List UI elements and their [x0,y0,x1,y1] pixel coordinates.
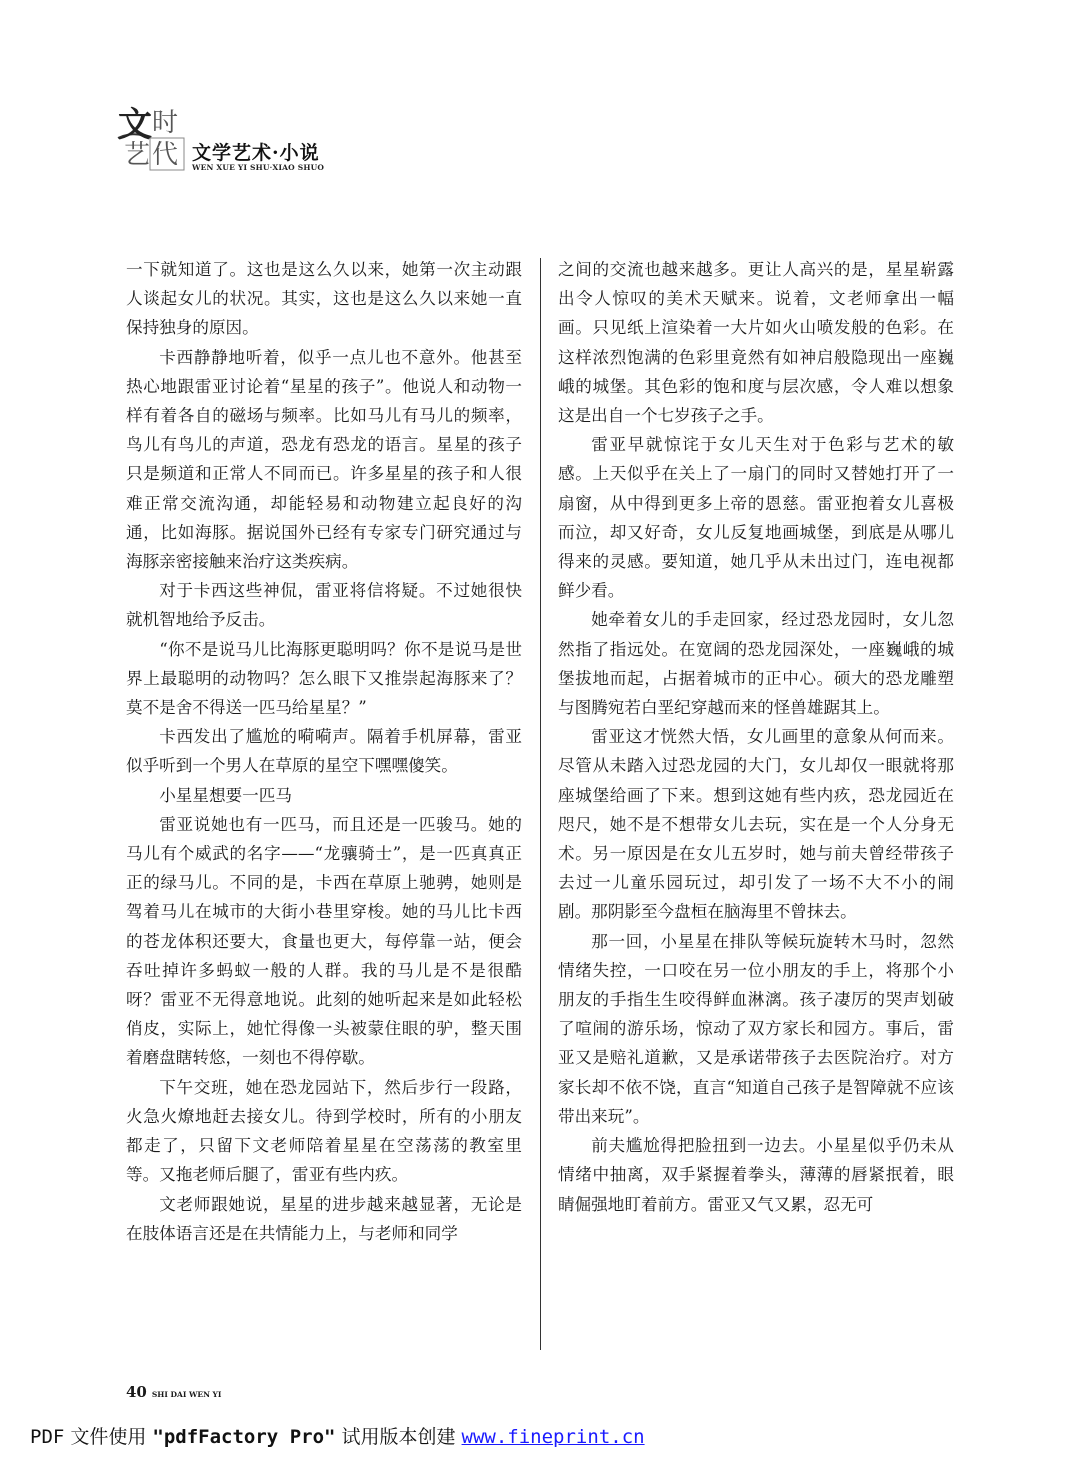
body-paragraph: 雷亚这才恍然大悟，女儿画里的意象从何而来。尽管从未踏入过恐龙园的大门，女儿却仅一眼就将那座城堡给画了下来。想到这她有些内疚，恐龙园近在咫尺，她不是不想带女儿去玩，实在是一个人分身无术。另一原因是在女儿五岁时，她与前夫曾经带孩子去过一儿童乐园玩过，却引发了一场不大不小的闹剧。那阴影至今盘桓在脑海里不曾抹去。 [558,727,954,922]
body-paragraph: 那一回，小星星在排队等候玩旋转木马时，忽然情绪失控，一口咬在另一位小朋友的手上，将那个小朋友的手指生生咬得鲜血淋漓。孩子凄厉的哭声划破了喧闹的游乐场，惊动了双方家长和园方。事后，雷亚又是赔礼道歉，又是承诺带孩子去医院治疗。对方家长却不依不饶，直言“知道自己孩子是智障就不应该带出来玩”。 [558,931,954,1126]
body-paragraph: 下午交班，她在恐龙园站下，然后步行一段路，火急火燎地赶去接女儿。待到学校时，所有的小朋友都走了，只留下文老师陪着星星在空荡荡的教室里等。又拖老师后腿了，雷亚有些内疚。 [126,1077,522,1185]
pdf-creator-banner [30,1422,645,1449]
body-paragraph: 她牵着女儿的手走回家，经过恐龙园时，女儿忽然指了指远处。在宽阔的恐龙园深处，一座巍峨的城堡拔地而起，占据着城市的正中心。硕大的恐龙雕塑与图腾宛若白垩纪穿越而来的怪兽雄踞其上。 [558,610,954,718]
banner-text: 文件使用 [64,1426,153,1448]
body-paragraph: 文老师跟她说，星星的进步越来越显著，无论是在肢体语言还是在共情能力上，与老师和同学 [126,1194,522,1243]
right-text-column [558,255,954,1219]
banner-text: 试用版本创建 [335,1426,462,1448]
body-paragraph: 之间的交流也越来越多。更让人高兴的是，星星崭露出令人惊叹的美术天赋来。说着，文老师拿出一幅画。只见纸上渲染着一大片如火山喷发般的色彩。在这样浓烈饱满的色彩里竟然有如神启般隐现出一座巍峨的城堡。其色彩的饱和度与层次感，令人难以想象这是出自一个七岁孩子之手。 [558,260,954,426]
body-paragraph: 雷亚早就惊诧于女儿天生对于色彩与艺术的敏感。上天似乎在关上了一扇门的同时又替她打开了一扇窗，从中得到更多上帝的恩慈。雷亚抱着女儿喜极而泣，却又好奇，女儿反复地画城堡，到底是从哪儿得来的灵感。要知道，她几乎从未出过门，连电视都鲜少看。 [558,435,954,601]
masthead [116,105,416,178]
body-paragraph: 卡西静静地听着，似乎一点儿也不意外。他甚至热心地跟雷亚讨论着“星星的孩子”。他说人和动物一样有着各自的磁场与频率。比如马儿有马儿的频率，鸟儿有鸟儿的声道，恐龙有恐龙的语言。星星的孩子只是频道和正常人不同而已。许多星星的孩子和人很难正常交流沟通，却能轻易和动物建立起良好的沟通，比如海豚。据说国外已经有专家专门研究通过与海豚亲密接触来治疗这类疾病。 [126,347,522,572]
body-paragraph: 小星星想要一匹马 [159,785,292,805]
body-paragraph: 对于卡西这些神侃，雷亚将信将疑。不过她很快就机智地给予反击。 [126,581,522,630]
fineprint-link[interactable]: www.fineprint.cn [461,1426,645,1448]
logo-char: 时 [152,108,179,138]
body-paragraph: “你不是说马儿比海豚更聪明吗？你不是说马是世界上最聪明的动物吗？怎么眼下又推崇起海豚来了？莫不是舍不得送一匹马给星星？” [126,639,522,718]
column-divider [540,258,541,1350]
body-paragraph: 前夫尴尬得把脸扭到一边去。小星星似乎仍未从情绪中抽离，双手紧握着拳头，薄薄的唇紧抿着，眼睛倔强地盯着前方。雷亚又气又累，忍无可 [558,1136,954,1214]
magazine-logo [116,105,186,172]
pdf-label: PDF [30,1426,65,1448]
body-paragraph: 雷亚说她也有一匹马，而且还是一匹骏马。她的马儿有个威武的名字——“龙骧骑士”，是一匹真真正正的绿马儿。不同的是，卡西在草原上驰骋，她则是驾着马儿在城市的大街小巷里穿梭。她的马儿比卡西的苍龙体积还要大，食量也更大，每停靠一站，便会吞吐掉许多蚂蚁一般的人群。我的马儿是不是很酷呀？雷亚不无得意地说。此刻的她听起来是如此轻松俏皮，实际上，她忙得像一头被蒙住眼的驴，整天围着磨盘瞎转悠，一刻也不得停歇。 [126,814,522,1068]
page-number: 40 [126,1383,147,1401]
product-name: "pdfFactory Pro" [152,1426,336,1448]
page-folio [126,1382,221,1401]
body-paragraph: 卡西发出了尴尬的嗬嗬声。隔着手机屏幕，雷亚似乎听到一个男人在草原的星空下嘿嘿傻笑。 [126,727,522,776]
left-text-column [126,255,522,1248]
logo-char: 代 [152,140,179,170]
logo-char: 艺 [124,140,151,170]
section-title: 文学艺术·小说 [192,142,320,164]
magazine-name: SHI DAI WEN YI [151,1390,222,1399]
logo-char: 文 [118,105,152,145]
section-subtitle: WEN XUE YI SHU·XIAO SHUO [192,163,325,172]
body-paragraph: 一下就知道了。这也是这么久以来，她第一次主动跟人谈起女儿的状况。其实，这也是这么久以来她一直保持独身的原因。 [126,260,522,338]
